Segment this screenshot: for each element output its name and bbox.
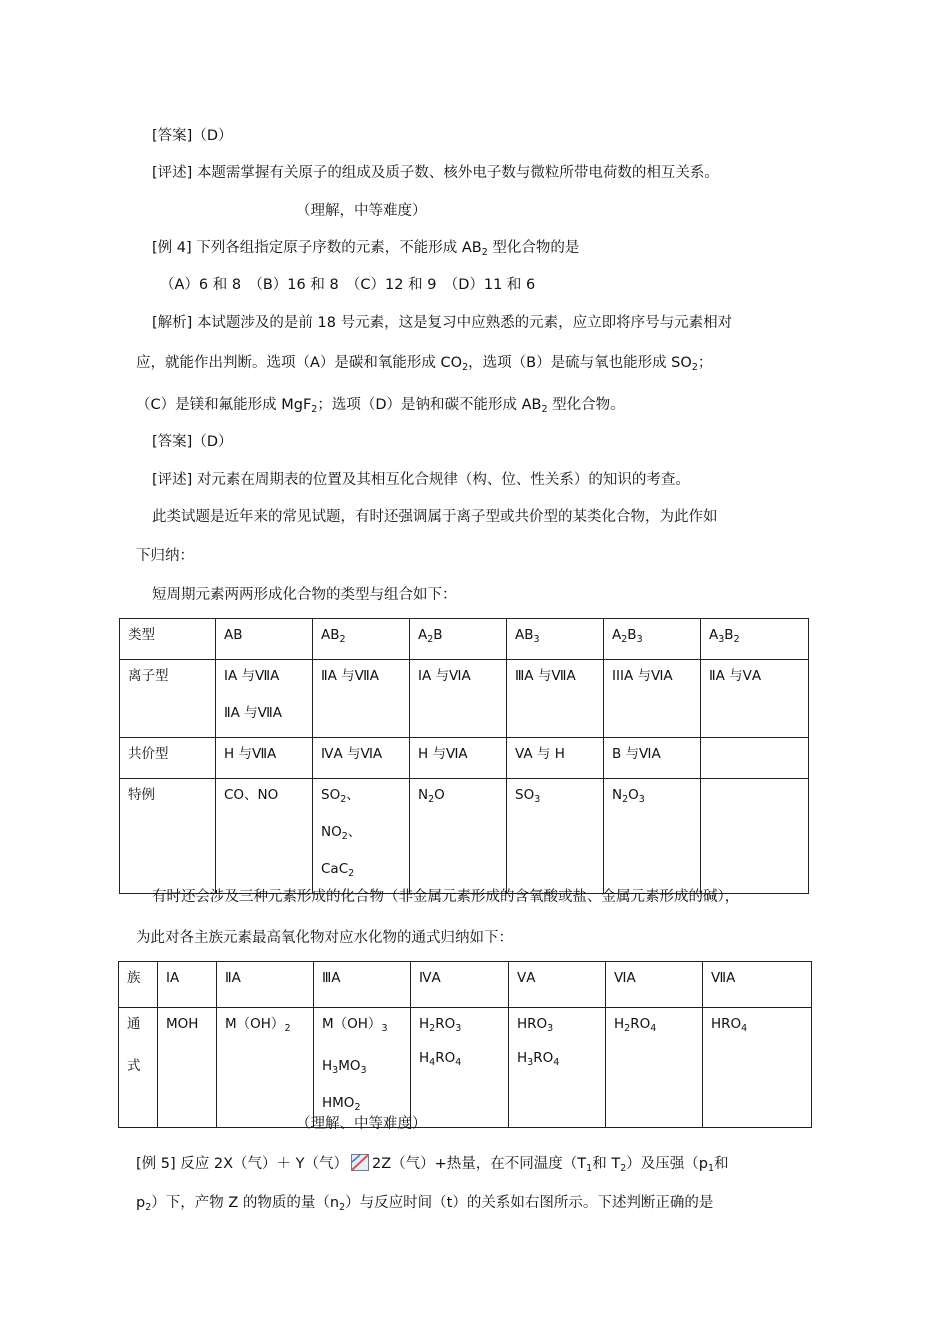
analysis-line-3: （C）是镁和氟能形成 MgF$_2$；选项（D）是钠和碳不能形成 $AB_2$ 型化合物。: [136, 397, 625, 415]
table-row-formula: [119, 1008, 812, 1128]
example5-line-1: [例 5] 反应 2X（气）＋ Y（气） 2Z（气）+热量，在不同温度（$T_1$和 $T_2$）及压强（$p_1$和: [136, 1156, 729, 1174]
table-header-row: [119, 962, 812, 1008]
table-cell: MOH: [158, 1008, 217, 1128]
table-cell: $H_2RO_4$: [606, 1008, 703, 1128]
table-cell: ⅠA: [158, 962, 217, 1008]
paragraph-1-line-2: 下归纳：: [136, 548, 194, 564]
hydroxide-formula-table: [118, 961, 812, 1128]
table-cell: ⅡA 与ⅦA: [313, 660, 410, 738]
example5-line-2: $p_2$）下，产物 Z 的物质的量$(n_2)$与反应时间（t）的关系如右图所示。下述判断正确的是: [136, 1195, 714, 1213]
table-cell: 离子型: [120, 660, 216, 738]
review-line-2: [评述] 对元素在周期表的位置及其相互化合规律（构、位、性关系）的知识的考查。: [152, 472, 690, 488]
paragraph-2-line-1: 有时还会涉及三种元素形成的化合物（非金属元素形成的含氧酸或盐、金属元素形成的碱），: [152, 889, 740, 905]
answer-line-2: [答案]（D）: [152, 434, 233, 450]
table-cell: $M(OH)_2$: [217, 1008, 314, 1128]
table-cell: H 与ⅥA: [410, 738, 507, 779]
example4-question: [例 4] 下列各组指定原子序数的元素，不能形成 $AB_2$ 型化合物的是: [152, 240, 580, 258]
paragraph-2-line-2: 为此对各主族元素最高氧化物对应水化物的通式归纳如下：: [136, 930, 513, 946]
table-cell: ⅢA: [314, 962, 411, 1008]
table-cell: $A_2B_3$: [604, 619, 701, 660]
table-cell: ⅣA 与ⅥA: [313, 738, 410, 779]
table-cell: [701, 779, 809, 894]
table-cell: B 与ⅥA: [604, 738, 701, 779]
equilibrium-arrow-icon: [351, 1154, 369, 1171]
table-cell: ⅠA 与ⅦA ⅡA 与ⅦA: [216, 660, 313, 738]
table-cell: $HRO_4$: [703, 1008, 812, 1128]
table-row-covalent: [120, 738, 809, 779]
paragraph-1-line-1: 此类试题是近年来的常见试题，有时还强调属于离子型或共价型的某类化合物，为此作如: [152, 509, 718, 525]
table-cell: $M(OH)_3$ $H_3MO_3$ $HMO_2$: [314, 1008, 411, 1128]
table-cell: 类型: [120, 619, 216, 660]
example4-options: （A）6 和 8 （B）16 和 8 （C）12 和 9 （D）11 和 6: [160, 277, 536, 293]
table-cell: ⅤA: [509, 962, 606, 1008]
table-cell: CO、NO: [216, 779, 313, 894]
table-cell: $H_2RO_3$ $H_4RO_4$: [411, 1008, 509, 1128]
table-cell: IIIA 与ⅥA: [604, 660, 701, 738]
table-cell: $N_2O_3$: [604, 779, 701, 894]
table-cell: ⅢA 与ⅦA: [507, 660, 604, 738]
table-cell: 通 式: [119, 1008, 158, 1128]
compound-type-table: [119, 618, 809, 894]
table-cell: VA 与 H: [507, 738, 604, 779]
table-cell: $AB_3$: [507, 619, 604, 660]
table1-intro: 短周期元素两两形成化合物的类型与组合如下：: [152, 587, 457, 603]
analysis-line-2: 应，就能作出判断。选项（A）是碳和氧能形成 $CO_2$，选项（B）是硫与氧也能形成 $SO_2$；: [136, 355, 713, 373]
table-cell: ⅡA 与ⅤA: [701, 660, 809, 738]
table-cell: [701, 738, 809, 779]
review-line-1: [评述] 本题需掌握有关原子的组成及质子数、核外电子数与微粒所带电荷数的相互关系。: [152, 165, 719, 181]
table-cell: AB: [216, 619, 313, 660]
analysis-line-1: [解析] 本试题涉及的是前 18 号元素，这是复习中应熟悉的元素，应立即将序号与元素相对: [152, 315, 733, 331]
table-cell: $N_2O$: [410, 779, 507, 894]
table-cell: ⅦA: [703, 962, 812, 1008]
table-cell: ⅥA: [606, 962, 703, 1008]
table-cell: $SO_3$: [507, 779, 604, 894]
table-cell: 特例: [120, 779, 216, 894]
table-row-ionic: [120, 660, 809, 738]
table-cell: ⅠA 与ⅥA: [410, 660, 507, 738]
table-row-special: [120, 779, 809, 894]
table-cell: ⅣA: [411, 962, 509, 1008]
table-header-row: [120, 619, 809, 660]
table-cell: H 与ⅦA: [216, 738, 313, 779]
table-cell: $SO_2$、 $NO_2$、 CaC$_2$: [313, 779, 410, 894]
table-cell: $A_2B$: [410, 619, 507, 660]
difficulty-note-1: （理解，中等难度）: [296, 203, 427, 219]
table-cell: $AB_2$: [313, 619, 410, 660]
table-cell: 族: [119, 962, 158, 1008]
table-cell: $A_3B_2$: [701, 619, 809, 660]
table-cell: $HRO_3$ $H_3RO_4$: [509, 1008, 606, 1128]
table-cell: ⅡA: [217, 962, 314, 1008]
answer-line: [答案]（D）: [152, 128, 233, 144]
difficulty-note-2: （理解、中等难度）: [296, 1116, 427, 1132]
table-cell: 共价型: [120, 738, 216, 779]
